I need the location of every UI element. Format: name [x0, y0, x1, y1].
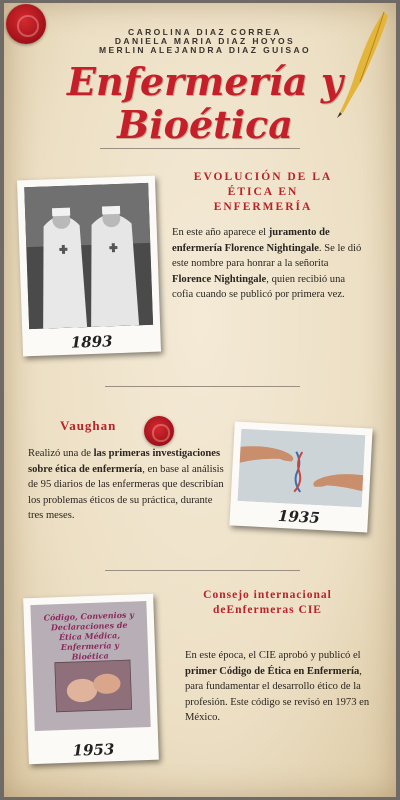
page-title-line2: Bioética [117, 102, 293, 147]
photo-polaroid-1893 [17, 176, 161, 357]
section2-text: Realizó una de las primeras investigaciones sobre ética de enfermería, en base al análisis de 95 diarios de las enfermeras que describían los problemas éticos de su práctica, durante tres meses. [28, 448, 224, 521]
wax-seal-icon [6, 4, 46, 44]
author-name: MERLIN ALEJANDRA DIAZ GUISAO [98, 45, 311, 55]
section1-heading: EVOLUCIÓN DE LA ÉTICA EN ENFERMERÍA [193, 171, 333, 213]
year-label: 1953 [72, 740, 115, 760]
photo-polaroid-1953 [23, 594, 159, 764]
divider [105, 386, 300, 387]
year-label: 1893 [70, 332, 113, 352]
hands-dna-photo [238, 429, 366, 507]
book-cover-image [54, 660, 132, 713]
divider [100, 148, 300, 149]
book-cover-photo [30, 601, 150, 731]
book-title: Código, Convenios y Declaraciones de Ética Médica, Enfermería y Bioética [43, 609, 135, 662]
section3-text: En este época, el CIE aprobó y publicó el primer Código de Ética en Enfermería, para fundamentar el desarrollo ético de la profesión. Este código se revisó en 1973 en México. [185, 650, 370, 723]
section3-heading: Consejo internacional deEnfermeras CIE [203, 589, 332, 616]
year-label: 1935 [277, 506, 321, 528]
author-name: CAROLINA DIAZ CORREA [128, 27, 282, 37]
authors-list [60, 28, 350, 55]
author-name: DANIELA MARIA DIAZ HOYOS [114, 36, 296, 46]
section1-text: En este año aparece el juramento de enfermería Florence Nightingale. Se le dió este nombre para honrar a la señorita Florence Nightingale, quien recibió una cofia cuando se publicó por primera vez. [172, 227, 362, 300]
page-title-line1: Enfermería y [67, 59, 343, 104]
divider [105, 570, 300, 571]
nurses-photo [24, 183, 153, 329]
wax-seal-icon [144, 416, 174, 446]
section2-heading: Vaughan [60, 418, 117, 433]
photo-polaroid-1935 [229, 421, 372, 532]
